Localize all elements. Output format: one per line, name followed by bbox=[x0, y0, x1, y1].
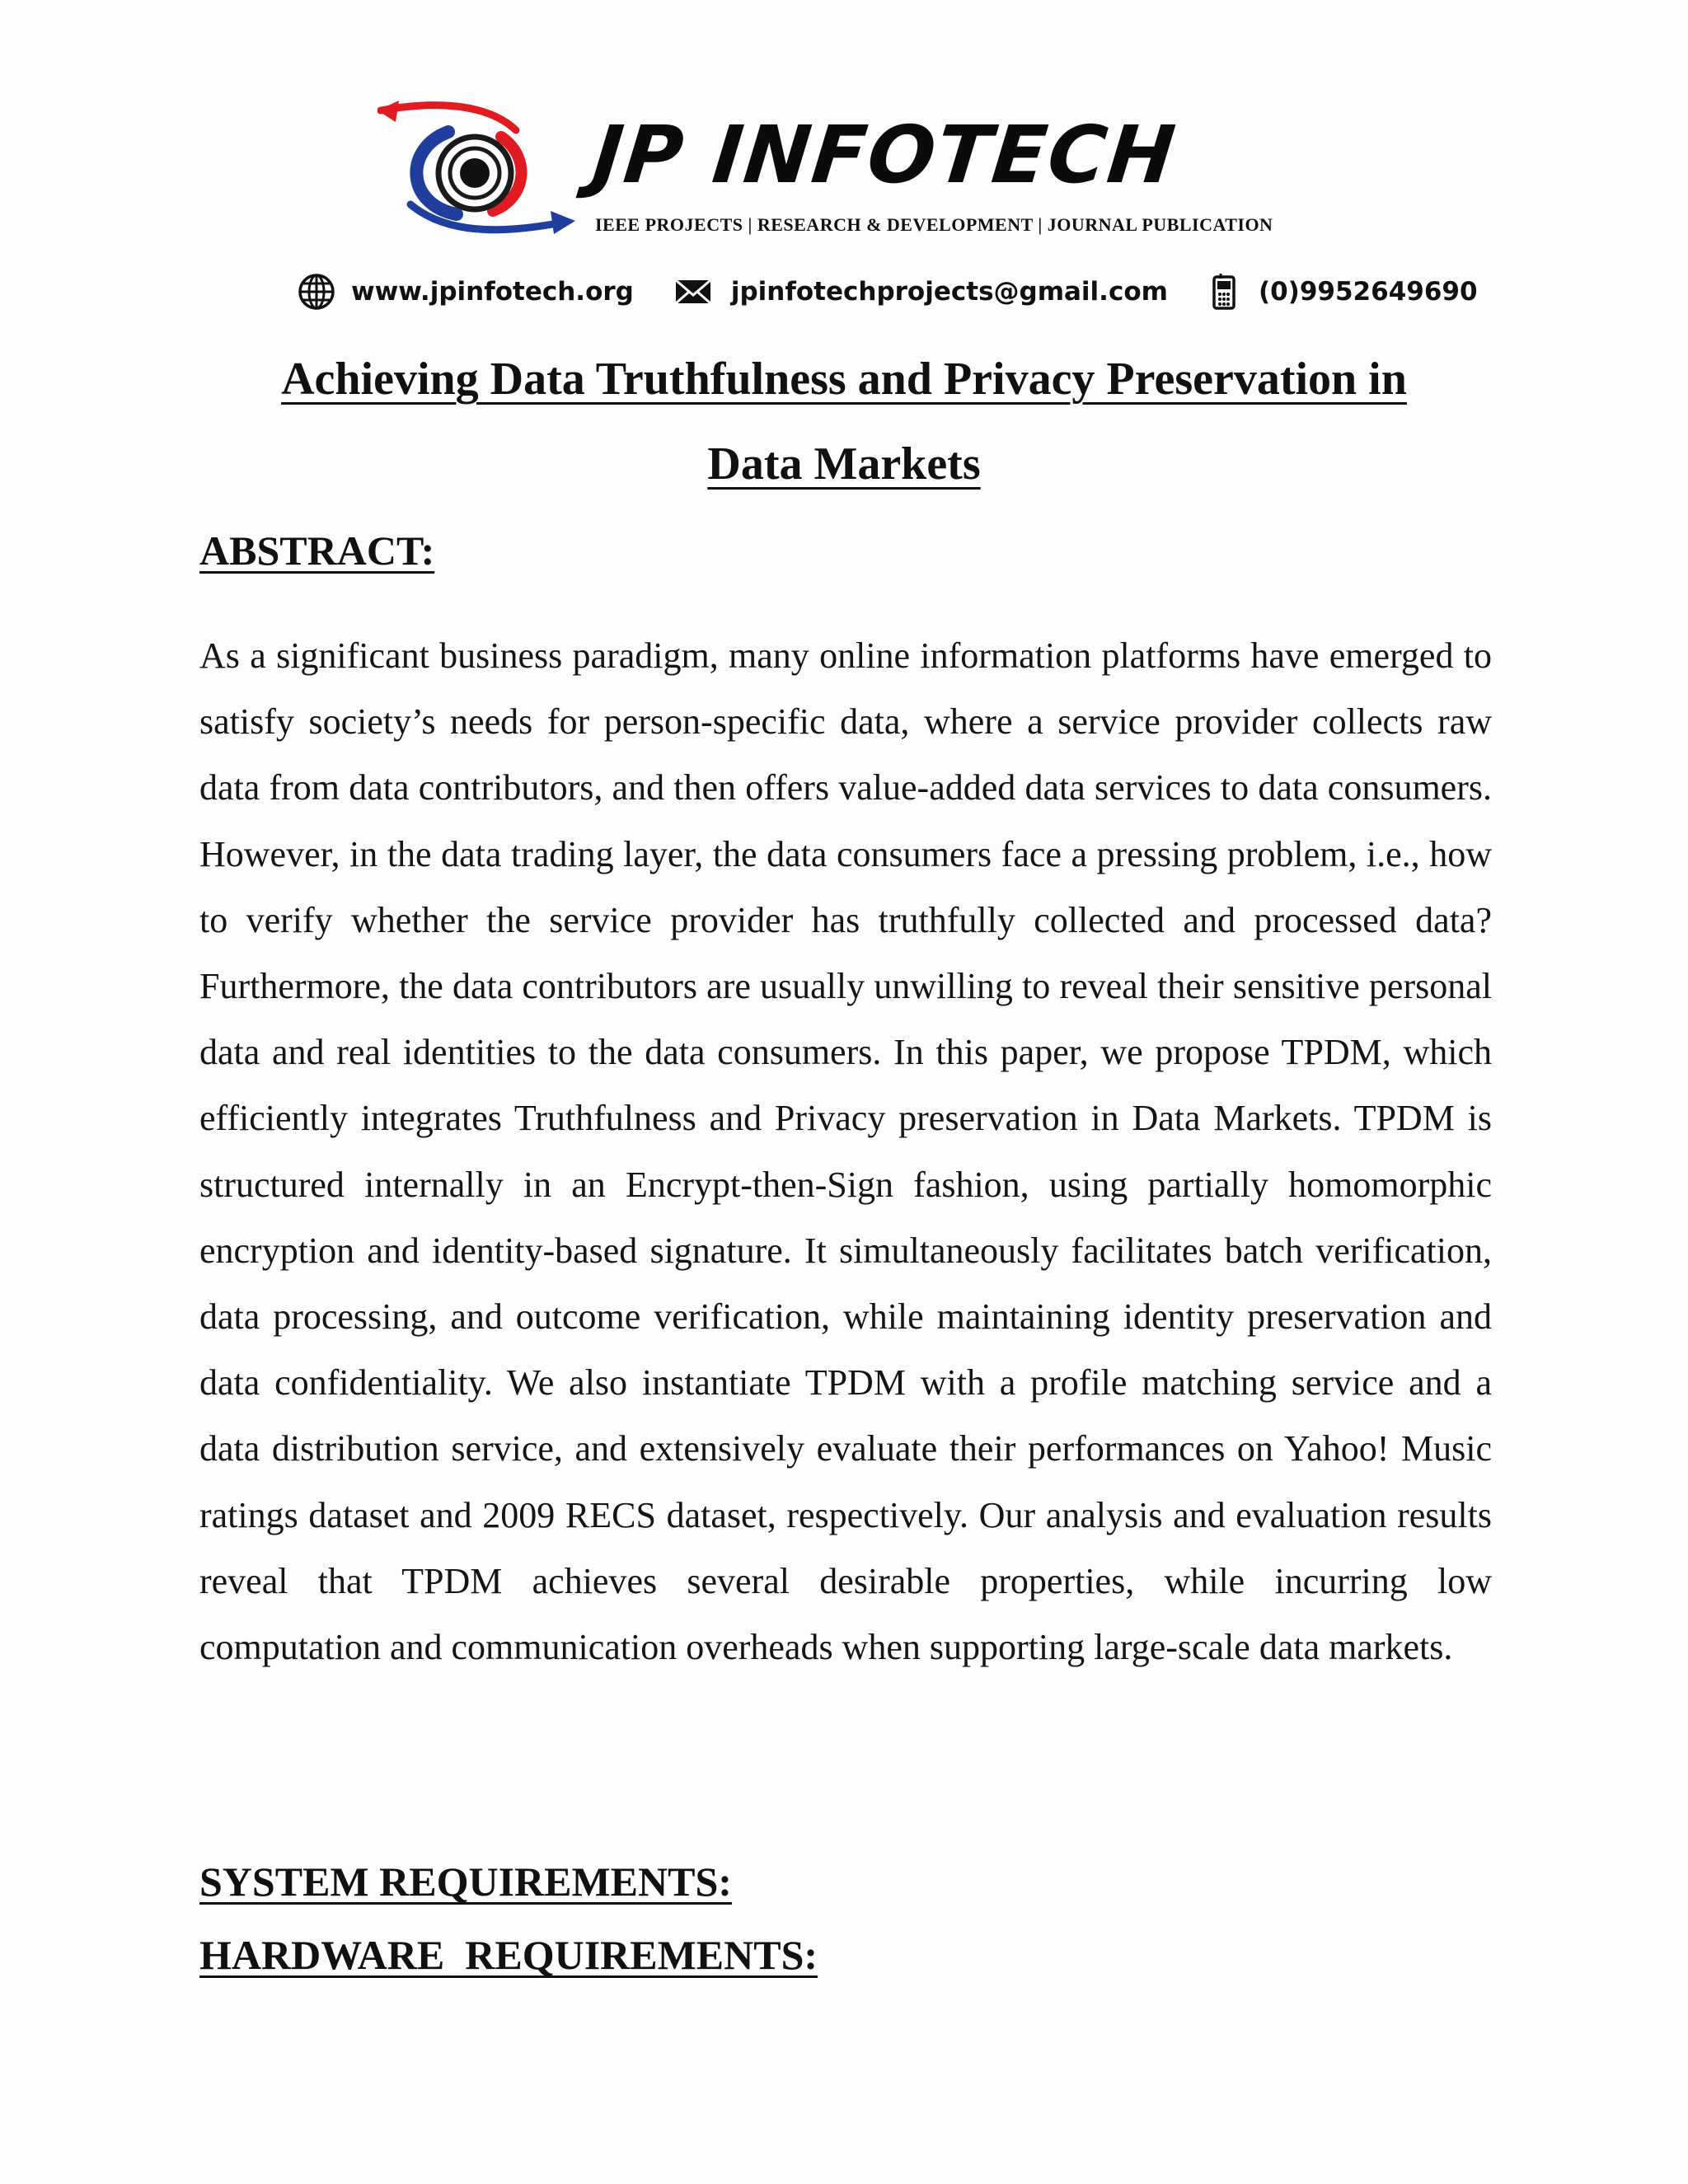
globe-icon bbox=[297, 272, 336, 312]
company-header bbox=[377, 99, 1273, 247]
abstract-text: As a significant business paradigm, many online information platforms have emerged to satisfy society’s needs for person-specific data, where a service provider collects raw data from data contributors, and then offers value-added data services to data consumers. However, in the data trading layer, the data consumers face a pressing problem, i.e., how to verify whether the service provider has truthfully collected and processed data? Furthermore, the data contributors are usually unwilling to reveal their sensitive personal data and real identities to the data consumers. In this paper, we propose TPDM, which efficiently integrates Truthfulness and Privacy preservation in Data Markets. TPDM is structured internally in an Encrypt-then-Sign fashion, using partially homomorphic encryption and identity-based signature. It simultaneously facilitates batch verification, data processing, and outcome verification, while maintaining identity preservation and data confidentiality. We also instantiate TPDM with a profile matching service and a data distribution service, and extensively evaluate their performances on Yahoo! Music ratings dataset and 2009 RECS dataset, respectively. Our analysis and evaluation results reveal that TPDM achieves several desirable properties, while incurring low computation and communication overheads when supporting large-scale data markets. bbox=[199, 635, 1492, 1668]
website-contact[interactable] bbox=[297, 272, 634, 312]
document-title-line-2: Data Markets bbox=[707, 438, 981, 490]
system-requirements-heading: SYSTEM REQUIREMENTS: bbox=[199, 1858, 732, 1905]
eye-swoosh-logo bbox=[377, 99, 575, 239]
email-contact[interactable] bbox=[670, 272, 1168, 312]
email-link[interactable]: jpinfotechprojects@gmail.com bbox=[730, 277, 1168, 307]
phone-icon bbox=[1204, 272, 1244, 312]
phone-contact[interactable] bbox=[1204, 272, 1478, 312]
website-link[interactable]: www.jpinfotech.org bbox=[351, 277, 634, 307]
envelope-icon bbox=[670, 272, 716, 312]
brand-name: JP INFOTECH bbox=[588, 109, 1181, 201]
hardware-requirements-heading: HARDWARE REQUIREMENTS: bbox=[199, 1932, 818, 1978]
phone-number[interactable]: (0)9952649690 bbox=[1258, 277, 1478, 307]
document-title-line-1: Achieving Data Truthfulness and Privacy Preservation in bbox=[281, 354, 1407, 405]
abstract-heading: ABSTRACT: bbox=[199, 527, 435, 574]
contact-row bbox=[297, 269, 1478, 315]
brand-tagline: IEEE PROJECTS | RESEARCH & DEVELOPMENT | JOURNAL PUBLICATION bbox=[595, 214, 1273, 235]
